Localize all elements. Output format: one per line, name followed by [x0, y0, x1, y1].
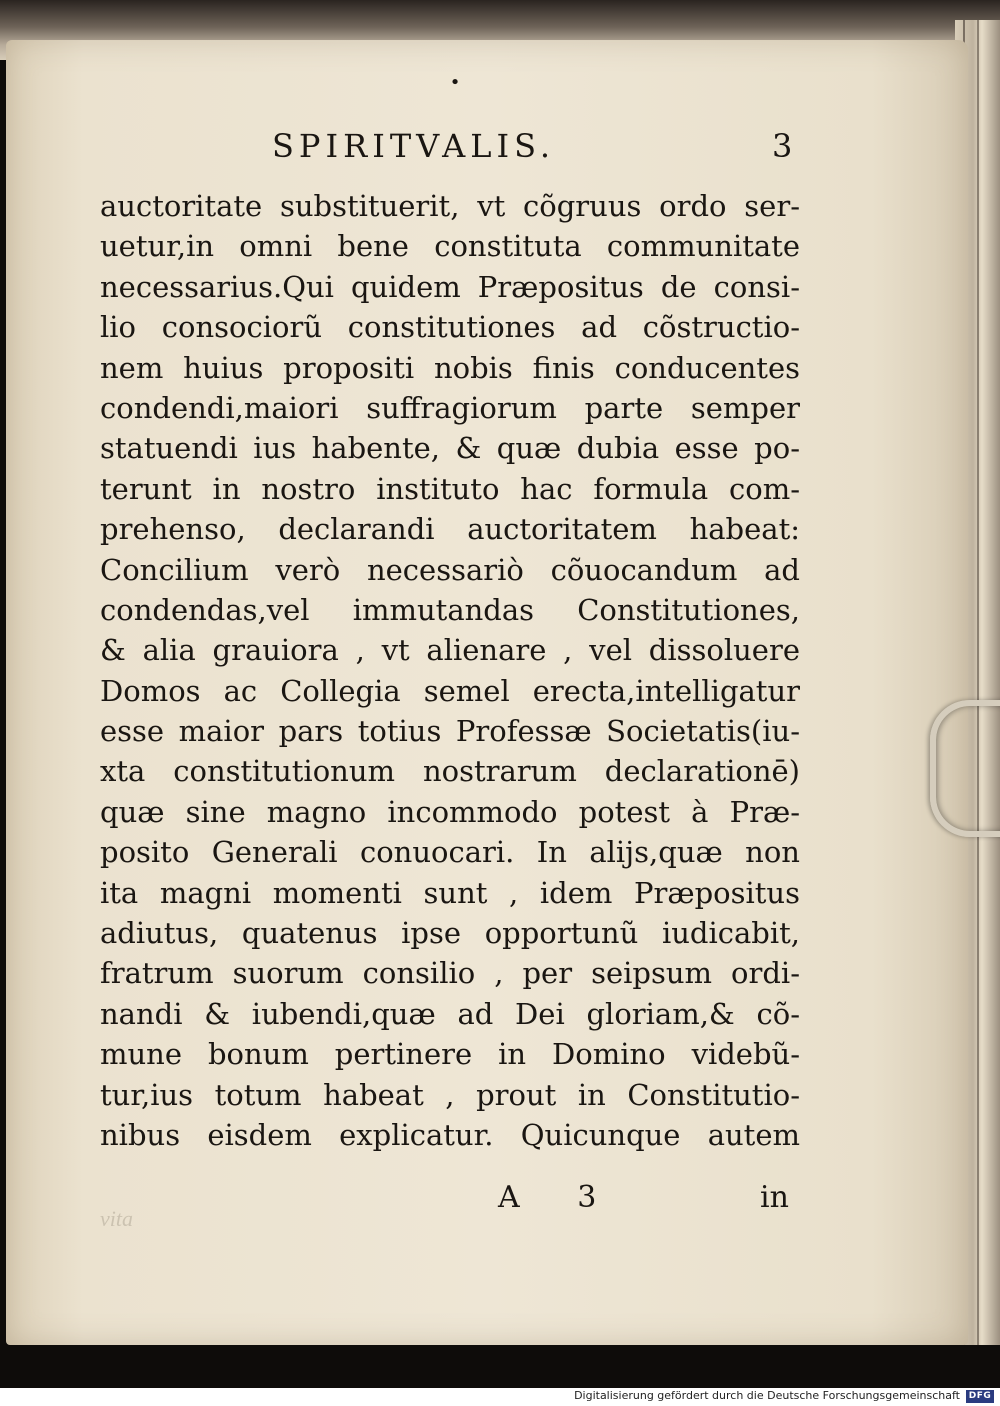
text-line: & alia grauiora , vt alienare , vel dissoluere [100, 633, 800, 668]
running-head: SPIRITVALIS. [272, 127, 556, 165]
text-line: prehenso, declarandi auctoritatem habeat: [100, 512, 800, 547]
text-line: ita magni momenti sunt , idem Præpositus [100, 875, 800, 910]
text-line: auctoritate substituerit, vt cõgruus ordo ser- [100, 189, 800, 223]
body-text [100, 186, 800, 1155]
text-line: quæ sine magno incommodo potest à Præ- [100, 794, 800, 829]
text-line: fratrum suorum consilio , per seipsum ordi- [100, 956, 800, 991]
text-line: Domos ac Collegia semel erecta,intelligatur [100, 673, 800, 708]
text-line: statuendi ius habente, & quæ dubia esse po- [100, 431, 800, 466]
text-line: xta constitutionum nostrarum declarationē) [100, 754, 800, 789]
catchword: in [760, 1180, 789, 1215]
footer-bar [0, 1388, 1000, 1406]
text-line: esse maior pars totius Professæ Societatis(iu- [100, 714, 800, 749]
signature-mark: • [449, 72, 461, 93]
text-line: condendas,vel immutandas Constitutiones, [100, 592, 800, 627]
clasp-ring [930, 700, 1000, 837]
dfg-logo: DFG [966, 1390, 994, 1403]
text-line: lio consociorũ constitutiones ad cõstructio- [100, 310, 800, 345]
text-line: condendi,maiori suffragiorum parte semper [100, 390, 800, 425]
show-through-text: vita [100, 1206, 133, 1231]
text-line: nibus eisdem explicatur. Quicunque autem [100, 1117, 800, 1152]
text-line: nandi & iubendi,quæ ad Dei gloriam,& cõ- [100, 996, 800, 1031]
text-line: posito Generali conuocari. In alijs,quæ non [100, 835, 800, 870]
signature-footer: A 3 [498, 1180, 621, 1215]
page-number: 3 [772, 127, 793, 165]
text-line: mune bonum pertinere in Domino videbũ- [100, 1037, 800, 1072]
text-line: Concilium verò necessariò cõuocandum ad [100, 552, 800, 587]
text-line: uetur,in omni bene constituta communitate [100, 229, 800, 264]
text-line: nem huius propositi nobis finis conducentes [100, 350, 800, 385]
text-line: adiutus, quatenus ipse opportunũ iudicabit, [100, 916, 800, 951]
funding-credit: Digitalisierung gefördert durch die Deutsche Forschungsgemeinschaft [574, 1389, 960, 1402]
text-line: tur,ius totum habeat , prout in Constitutio- [100, 1077, 800, 1112]
text-line: terunt in nostro instituto hac formula com- [100, 471, 800, 506]
text-line: necessarius.Qui quidem Præpositus de consi- [100, 269, 800, 304]
